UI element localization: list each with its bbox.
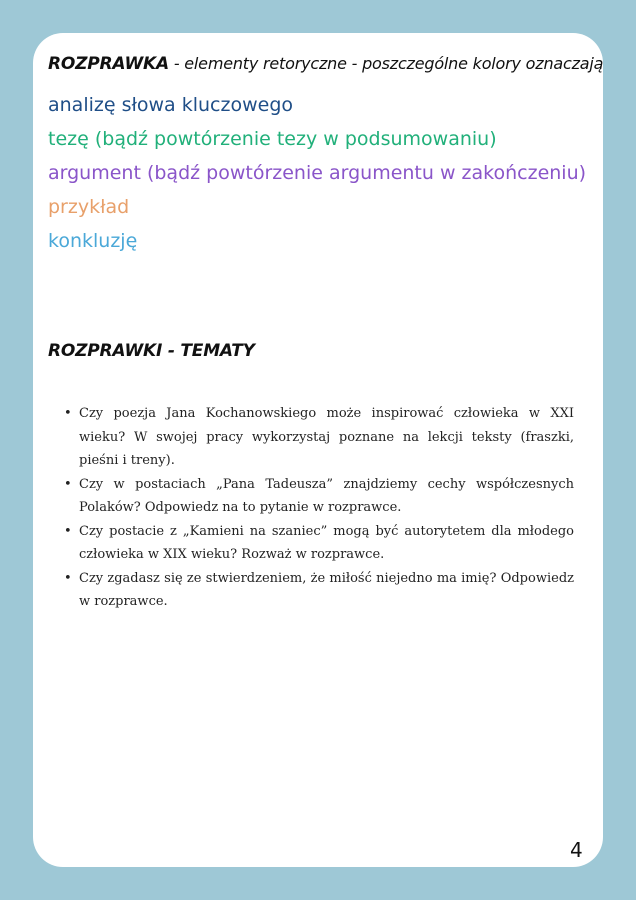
heading-caps: ROZPRAWKA xyxy=(48,54,169,74)
topic-text: Czy poezja Jana Kochanowskiego może inspirować człowieka w XXI wieku? W swojej pracy wykorzystaj poznane na lekcji teksty (fraszki, pieśni i treny). xyxy=(79,406,574,468)
color-legend xyxy=(48,88,588,258)
legend-item-argument: argument (bądź powtórzenie argumentu w zakończeniu) xyxy=(48,162,587,184)
legend-item-conclusion: konkluzję xyxy=(48,230,138,252)
legend-item-example: przykład xyxy=(48,196,130,218)
bullet-icon: • xyxy=(64,570,72,586)
section-heading-topics: ROZPRAWKI - TEMATY xyxy=(48,341,255,361)
legend-item-thesis: tezę (bądź powtórzenie tezy w podsumowaniu) xyxy=(48,128,497,150)
page-number: 4 xyxy=(570,838,583,862)
legend-item-keyword: analizę słowa kluczowego xyxy=(48,94,294,116)
topic-text: Czy postacie z „Kamieni na szaniec” mogą być autorytetem dla młodego człowieka w XIX wieku? Rozważ w rozprawce. xyxy=(79,523,574,562)
heading-rest: - elementy retoryczne - poszczególne kolory oznaczają xyxy=(168,54,604,73)
bullet-icon: • xyxy=(64,523,72,539)
list-item xyxy=(62,567,574,614)
list-item xyxy=(62,520,574,567)
list-item xyxy=(62,473,574,520)
topics-list xyxy=(62,402,574,614)
topic-text: Czy w postaciach „Pana Tadeusza” znajdziemy cechy współczesnych Polaków? Odpowiedz na to pytanie w rozprawce. xyxy=(79,476,574,515)
bullet-icon: • xyxy=(64,476,72,492)
section-heading-rhetoric xyxy=(48,54,603,74)
list-item xyxy=(62,402,574,473)
bullet-icon: • xyxy=(64,406,72,421)
topic-text: Czy zgadasz się ze stwierdzeniem, że miłość niejedno ma imię? Odpowiedz w rozprawce. xyxy=(79,570,574,609)
